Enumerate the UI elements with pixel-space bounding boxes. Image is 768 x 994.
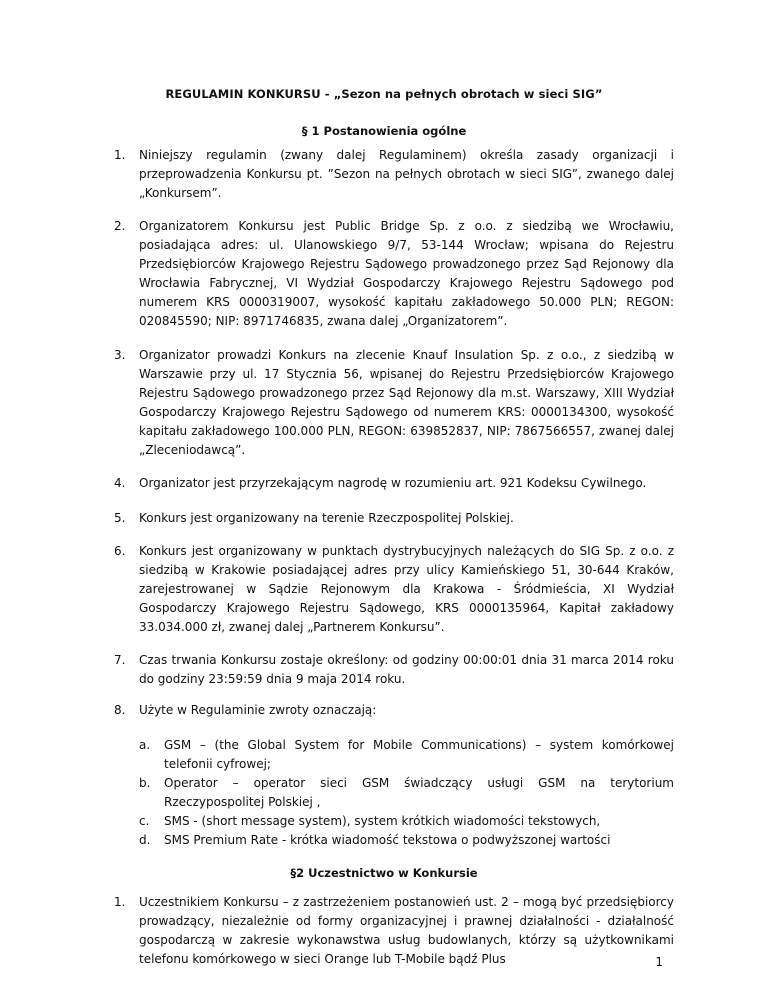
item-number: 8. (114, 703, 126, 717)
item-letter: d. (139, 833, 151, 847)
item-number: 3. (114, 348, 126, 362)
item-text: Uczestnikiem Konkursu – z zastrzeżeniem postanowień ust. 2 – mogą być przedsiębiorcy prowadzący, niezależnie od formy organizacyjnej i prawnej działalności - działalność gospodarczą w zakresie wykonawstwa usług budowlanych, którzy są użytkownikami telefonu komórkowego w sieci Orange lub T-Mobile bądź Plus (139, 895, 674, 966)
item-text: GSM – (the Global System for Mobile Communications) – system komórkowej telefonii cyfrowej; (164, 738, 674, 771)
item-text: Czas trwania Konkursu zostaje określony: od godziny 00:00:01 dnia 31 marca 2014 roku do godziny 23:59:59 dnia 9 maja 2014 roku. (139, 653, 674, 686)
item-number: 1. (114, 895, 126, 909)
definition-item-a (139, 736, 674, 774)
item-text: Konkurs jest organizowany na terenie Rzeczpospolitej Polskiej. (139, 511, 514, 525)
item-number: 4. (114, 476, 126, 490)
section-1-item-6 (114, 542, 674, 637)
document-title: REGULAMIN KONKURSU - „Sezon na pełnych obrotach w sieci SIG” (165, 87, 603, 101)
definition-item-b (139, 774, 674, 812)
item-text: Organizator jest przyrzekającym nagrodę w rozumieniu art. 921 Kodeksu Cywilnego. (139, 476, 647, 490)
item-text: SMS - (short message system), system krótkich wiadomości tekstowych, (164, 814, 601, 828)
item-number: 5. (114, 511, 126, 525)
page-number: 1 (655, 955, 663, 969)
item-text: Organizator prowadzi Konkurs na zlecenie Knauf Insulation Sp. z o.o., z siedzibą w Warszawie przy ul. 17 Stycznia 56, wpisanej do Rejestru Przedsiębiorców Krajowego Rejestru Sądowego prowadzonego przez Sąd Rejonowy dla m.st. Warszawy, XIII Wydział Gospodarczy Krajowego Rejestru Sądowego od numerem KRS: 0000134300, wysokość kapitału zakładowego 100.000 PLN, REGON: 639852837, NIP: 7867566557, zwanej dalej „Zleceniodawcą”. (139, 348, 674, 457)
section-1-item-8 (114, 701, 674, 720)
section-1-item-5 (114, 509, 674, 528)
item-number: 2. (114, 219, 126, 233)
item-letter: b. (139, 776, 151, 790)
definition-item-d (139, 831, 674, 850)
item-text: Operator – operator sieci GSM świadczący usługi GSM na terytorium Rzeczypospolitej Polskiej , (164, 776, 674, 809)
section-1-item-2 (114, 217, 674, 331)
item-text: Organizatorem Konkursu jest Public Bridge Sp. z o.o. z siedzibą we Wrocławiu, posiadająca adres: ul. Ulanowskiego 9/7, 53-144 Wrocław; wpisana do Rejestru Przedsiębiorców Krajowego Rejestru Sądowego prowadzonego przez Sąd Rejonowy dla Wrocławia Fabrycznej, VI Wydział Gospodarczy Krajowego Rejestru Sądowego pod numerem KRS 0000319007, wysokość kapitału zakładowego 50.000 PLN; REGON: 020845590; NIP: 8971746835, zwana dalej „Organizatorem”. (139, 219, 674, 328)
item-text: Niniejszy regulamin (zwany dalej Regulaminem) określa zasady organizacji i przeprowadzenia Konkursu pt. ”Sezon na pełnych obrotach w sieci SIG”, zwanego dalej „Konkursem”. (139, 148, 674, 200)
section-1-item-7 (114, 651, 674, 689)
item-text: Użyte w Regulaminie zwroty oznaczają: (139, 703, 377, 717)
item-text: SMS Premium Rate - krótka wiadomość tekstowa o podwyższonej wartości (164, 833, 611, 847)
section-2-heading: §2 Uczestnictwo w Konkursie (290, 866, 478, 880)
section-1-heading: § 1 Postanowienia ogólne (301, 124, 467, 138)
section-2-item-1 (114, 893, 674, 969)
item-number: 7. (114, 653, 126, 667)
item-number: 1. (114, 148, 126, 162)
section-1-item-4 (114, 474, 674, 493)
section-1-item-1 (114, 146, 674, 203)
item-letter: a. (139, 738, 151, 752)
section-1-item-3 (114, 346, 674, 460)
item-letter: c. (139, 814, 150, 828)
definition-item-c (139, 812, 674, 831)
item-number: 6. (114, 544, 126, 558)
item-text: Konkurs jest organizowany w punktach dystrybucyjnych należących do SIG Sp. z o.o. z siedzibą w Krakowie posiadającej adres przy ulicy Kamieńskiego 51, 30-644 Kraków, zarejestrowanej w Sądzie Rejonowym dla Krakowa - Śródmieścia, XI Wydział Gospodarczy Krajowego Rejestru Sądowego, KRS 0000135964, Kapitał zakładowy 33.034.000 zł, zwanej dalej „Partnerem Konkursu”. (139, 544, 674, 634)
